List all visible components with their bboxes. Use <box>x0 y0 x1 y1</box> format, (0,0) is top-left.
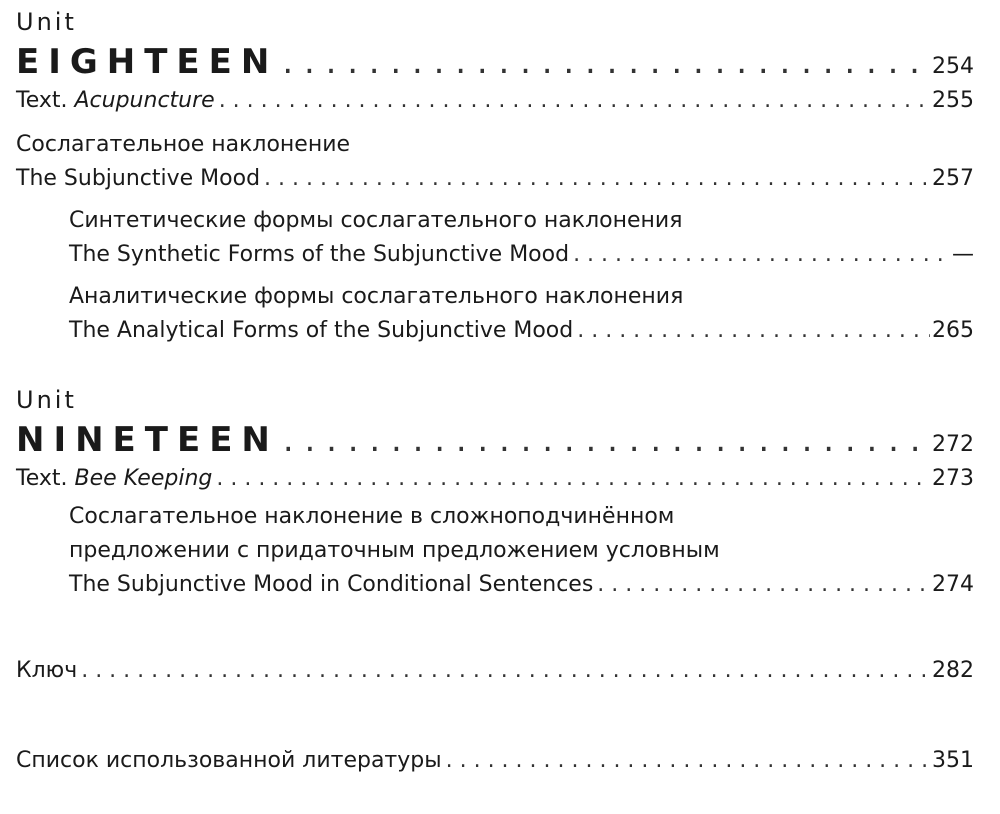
leader-dots <box>577 316 930 346</box>
page-number: 272 <box>932 432 974 457</box>
subsection-title-ru-line2: предложении с придаточным предложением условным <box>69 538 720 563</box>
text-title: Bee Keeping <box>74 466 213 491</box>
toc-entry-unit-nineteen[interactable] <box>16 418 974 462</box>
page-number: 274 <box>932 572 974 597</box>
subsection-title-ru: Синтетические формы сослагательного наклонения <box>69 208 683 233</box>
toc-entry-key[interactable] <box>16 656 974 686</box>
page-number: 273 <box>932 466 974 491</box>
toc-entry-text-bee-keeping[interactable] <box>16 464 974 494</box>
unit-title: NINETEEN <box>16 420 279 460</box>
entry-title: The Subjunctive Mood in Conditional Sentences <box>69 572 594 597</box>
entry-title: Список использованной литературы <box>16 748 442 773</box>
subsection-title-ru-line1: Сослагательное наклонение в сложноподчинённом <box>69 504 675 529</box>
text-title: Acupuncture <box>74 88 215 113</box>
text-prefix: Text. <box>16 88 68 113</box>
entry-title: The Analytical Forms of the Subjunctive Mood <box>69 318 574 343</box>
toc-entry-bibliography[interactable] <box>16 746 974 776</box>
unit-label: Unit <box>16 8 77 36</box>
page-number: — <box>952 242 974 267</box>
entry-title <box>16 86 215 116</box>
subsection-title-ru: Аналитические формы сослагательного наклонения <box>69 284 684 309</box>
entry-title: Ключ <box>16 658 78 683</box>
unit-label: Unit <box>16 386 77 414</box>
toc-entry-unit-eighteen[interactable] <box>16 40 974 84</box>
unit-title: EIGHTEEN <box>16 42 279 82</box>
leader-dots <box>597 570 930 600</box>
entry-title <box>16 464 212 494</box>
leader-dots <box>264 164 930 194</box>
toc-entry-synthetic-forms[interactable] <box>16 240 974 270</box>
page-number: 257 <box>932 166 974 191</box>
page-number: 255 <box>932 88 974 113</box>
entry-title: The Subjunctive Mood <box>16 166 261 191</box>
toc-entry-subjunctive-mood[interactable] <box>16 164 974 194</box>
leader-dots <box>219 86 930 116</box>
toc-entry-text-acupuncture[interactable] <box>16 86 974 116</box>
leader-dots <box>283 418 930 462</box>
leader-dots <box>446 746 930 776</box>
leader-dots <box>216 464 930 494</box>
page-number: 254 <box>932 54 974 79</box>
leader-dots <box>81 656 930 686</box>
toc-entry-analytical-forms[interactable] <box>16 316 974 346</box>
entry-title: The Synthetic Forms of the Subjunctive Mood <box>69 242 570 267</box>
leader-dots <box>282 40 930 84</box>
page-number: 265 <box>932 318 974 343</box>
text-prefix: Text. <box>16 466 68 491</box>
page-number: 282 <box>932 658 974 683</box>
page-number: 351 <box>932 748 974 773</box>
toc-entry-conditional-sentences[interactable] <box>16 570 974 600</box>
section-title-ru: Сослагательное наклонение <box>16 132 351 157</box>
leader-dots <box>573 240 950 270</box>
